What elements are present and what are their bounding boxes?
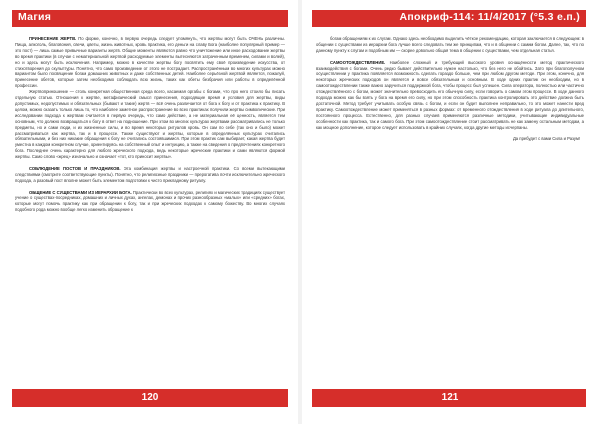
paragraph — [15, 166, 285, 184]
paragraph-text: Да пребудет с вами Сила и Разум! — [512, 136, 580, 142]
paragraph-text: Жертвоприношение — столь конкретная общественная среда всего, касаемая оргабы с богами, что про него стоило бы писать отдельную статью. Отношения к жертве, метафизический смысл принесения, подходящие время и условия для жертвы, виды допустимых, недопустимых и обязательных (бывают и такие) жертв — всё очень различается от бога к богу и от практика к практику. В целом, можно сказать только лишь то, что наиболее заметное распространение во всех практиках получили жертвы символические. При исследовании подхода к жертвам считается в первую очередь, что само действие, а не материальная её ценность, является тем основным, что должно возвращаться к богу в ответ на подношение. При этом во многих культурах жертвами рассматривались не только предметы, но и сами люди, и их жизненные силы, и во время некоторых ритуалов кровь. Он сам по себе (так оно и было) может рассматриваться как жертва, так и в процессе. Также существуют и жертвы, которые в определённых культурах считались обязательными, и без них никакие обращения к богу не считались состоявшимися. При этом практик сам выбирает, какая жертва будет уместна в каждом конкретном случае, ориентируясь на собственный опыт и интуицию, а также на сведения о предпочтениях конкретного бога. Последнее очень характерно для любого жреческого подхода, ведь некоторые жреческие практики и сами являются формой жертвы. Само слово «жрец» изначально и означает «тот, кто приносит жертвы». — [15, 89, 285, 160]
paragraph — [316, 60, 584, 131]
page-number-right: 121 — [441, 392, 459, 403]
paragraph-text: Наиболее сложный и требующий высокого уровня оснащённости метод практического взаимодействия с богами. Очень редко бывает действительно нужен настолько, что без него не обойтись. Зато при благополучном осуществлении у практика появляется возможность сделать гораздо больше, чем при любом другом методе. При этом, конечно, для некоторых жреческих подходов он является и вовсе обязательным и основным. В ходе одних практик он необходим, но в самоотождествлении также важно заручиться поддержкой бога, чтобы процесс был успешен. Сила оператора, полностью или частично отождествлённого с богом, может значительно превосходить его обычную силу, если говорить о самом этом процессе. В ходе данного подхода можно как бы взять у бога на время его силу, но при этом способность практика контролировать это действие должна быть достаточной. Метод требует учитывать особую связь с богом, и если он будет выполнен неправильно, то это может нанести вред практику. Самоотождествление может применяться в разных формах: от временного отождествления в ходе ритуала до длительного, постоянного процесса. Естественно, для разных случаев применяются различные методики, учитывающие индивидуальные особенности как практика, так и самого бога. При этом самоотождествление стоит рассматривать не как замену остальным методам, а как мощное дополнение, которое следует использовать в крайних случаях, когда другие методы исчерпаны. — [316, 59, 584, 130]
paragraph-text: По форме, конечно, в первую очередь следует упомянуть, что жертвы могут быть ОЧЕНЬ различны. Пища, алкоголь, благовония, свечи, цветы, жизнь животных, кровь практика, его деньги на славу Бога (наиболее популярный пример — это пост) — лишь самые привычные варианты жертв. Общие моменты являются равно что уничтожение или иное расходование жертвы во время практики (в случае с нематериальной жертвой расходуемые элементы вытесняются затраченным временем, силами и волей), но и здесь могут быть исключения. Например, можно в качестве жертвы богу посвятить ему своё произведение искусства, от стихотворения до скульптуры. Понятно, что само произведение от этого не пострадает. Распространённым во многих культурах можно вариантом было посвящение богам домашних животных и даже собственных детей. Наиболее серьёзной жертвой является, пожалуй, принесение обетов, которые затем необходимо соблюдать всю жизнь, таких как обеты безбрачия или работы в определённой профессии. — [15, 36, 286, 89]
header-bar-left — [12, 10, 288, 27]
paragraph-text: богам обращениям к их слугам. Однако здесь необходимо выделить чёткое рекомендацию, которая заключается в следующем: в общении с существами из иерархии бога лучше всего следовать тем же принципам, что и в общении с самим богом. Далее, так, что по данному пункту к слугам и подобным им — скорее довольно общая тема в общении с существами, чем отдельная статья. — [316, 36, 584, 53]
paragraph — [15, 190, 285, 214]
right-page-body — [316, 36, 584, 142]
paragraph-lead: ПРИНЕСЕНИЕ ЖЕРТВ. — [29, 36, 77, 41]
left-page-body — [15, 36, 285, 213]
right-page — [302, 0, 598, 424]
left-page — [2, 0, 298, 424]
paragraph — [316, 36, 584, 54]
page-number-left: 120 — [141, 392, 159, 403]
section-title: Магия — [18, 11, 52, 23]
paragraph-text: Эта комбинация жертвы и настроечной практики. Со всеми вытекающими следствиями (смотрите соответствующие пункты). Понятно, что религиозные праздники — прерогатива почти исключительно жреческого подхода, а разовый пост вполне может быть элементом подготовки к чисто прикладному ритуалу. — [15, 165, 285, 183]
paragraph — [15, 36, 285, 89]
paragraph — [15, 89, 285, 160]
closing-line — [316, 136, 580, 142]
paragraph-lead: ОБЩЕНИЕ С СУЩЕСТВАМИ ИЗ ИЕРАРХИИ БОГА. — [29, 189, 132, 195]
issue-title: Апокриф-114: 11/4/2017 (°5.3 е.п.) — [399, 11, 580, 23]
paragraph-lead: САМООТОЖДЕСТВЛЕНИЕ. — [330, 59, 386, 65]
paragraph-lead: СОБЛЮДЕНИЕ ПОСТОВ И ПРАЗДНИКОВ. — [29, 165, 121, 171]
paragraph-text: Практически во всех культурах, религиях и магических традициях существует учение о существах-посредниках, домашних и личных духах, ангелах, демонах и прочих разнообразных «малых» или «средних» богах, которые могут помочь практику как при обращении к богу, так и при жреческих подходах к самому божеству. Во многих случаях подобного рода можно вообще легко изменить обращение к — [15, 189, 285, 213]
